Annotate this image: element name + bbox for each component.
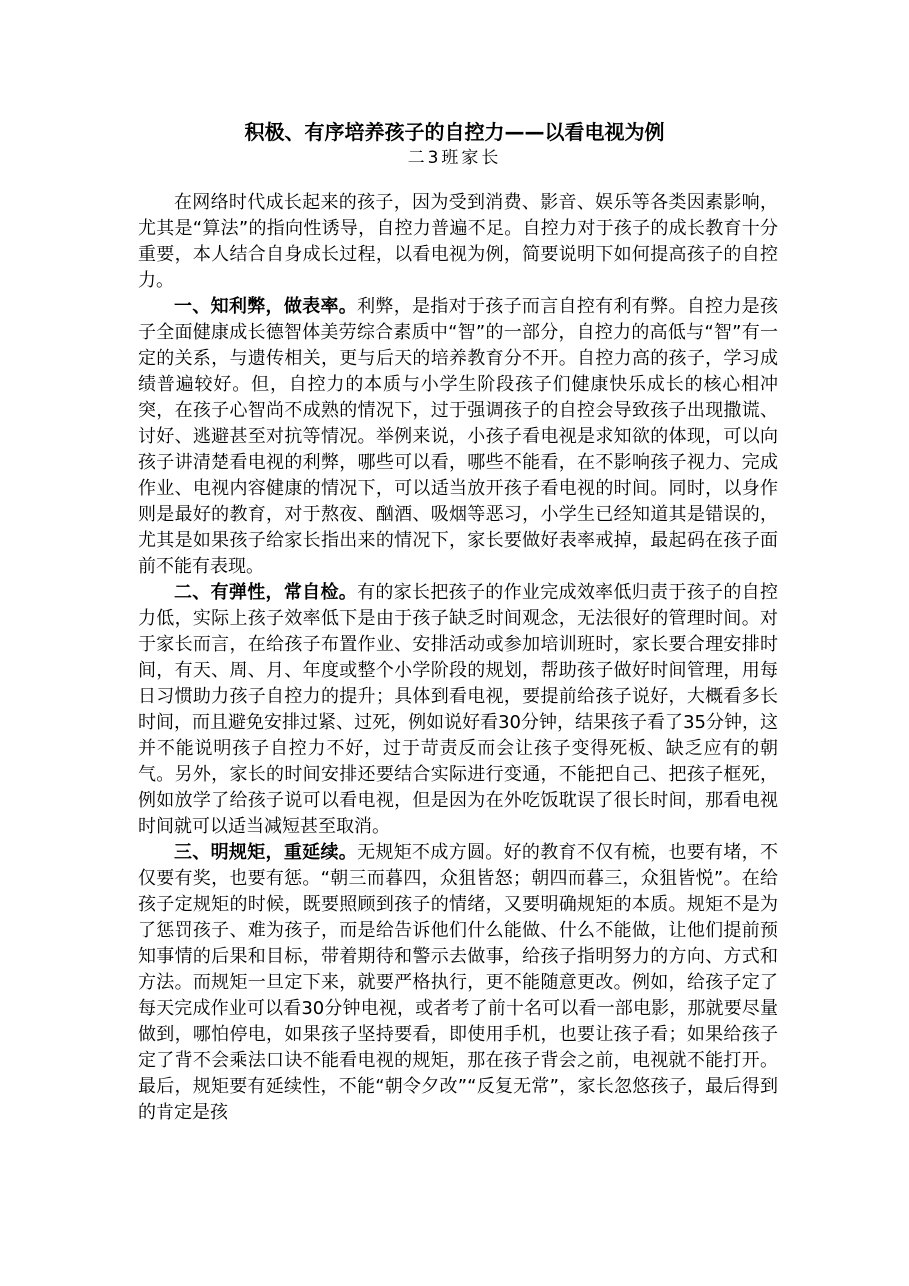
- section-heading: 二、有弹性，常自检。: [174, 582, 358, 603]
- paragraph-section-2: [138, 580, 778, 840]
- paragraph-text: 无规矩不成方圆。好的教育不仅有梳，也要有堵，不仅要有奖，也要有惩。“朝三而暮四，众狙皆怒；朝四而暮三，众狙皆悦”。在给孩子定规矩的时候，既要照顾到孩子的情绪，又要明确规矩的本质。规矩不是为了惩罚孩子、难为孩子，而是给告诉他们什么能做、什么不能做，让他们提前预知事情的后果和目标，带着期待和警示去做事，给孩子指明努力的方向、方式和方法。而规矩一旦定下来，就要严格执行，更不能随意更改。例如，给孩子定了每天完成作业可以看30分钟电视，或者考了前十名可以看一部电影，那就要尽量做到，哪怕停电，如果孩子坚持要看，即使用手机，也要让孩子看；如果给孩子定了背不会乘法口诀不能看电视的规矩，那在孩子背会之前，电视就不能打开。最后，规矩要有延续性，不能“朝令夕改”“反复无常”，家长忽悠孩子，最后得到的肯定是孩: [138, 842, 778, 1123]
- section-heading: 三、明规矩，重延续。: [174, 842, 358, 863]
- document-title: 积极、有序培养孩子的自控力——以看电视为例: [244, 120, 665, 144]
- paragraph-section-3: [138, 840, 778, 1126]
- document-author: 二3班家长: [407, 148, 502, 168]
- section-heading: 一、知利弊，做表率。: [174, 296, 358, 317]
- paragraph-intro: [138, 190, 778, 294]
- paragraph-section-1: [138, 294, 778, 580]
- document-body: [138, 190, 778, 1126]
- paragraph-text: 在网络时代成长起来的孩子，因为受到消费、影音、娱乐等各类因素影响，尤其是“算法”的指向性诱导，自控力普遍不足。自控力对于孩子的成长教育十分重要，本人结合自身成长过程，以看电视为例，简要说明下如何提高孩子的自控力。: [138, 192, 778, 291]
- paragraph-text: 有的家长把孩子的作业完成效率低归责于孩子的自控力低，实际上孩子效率低下是由于孩子缺乏时间观念，无法很好的管理时间。对于家长而言，在给孩子布置作业、安排活动或参加培训班时，家长要合理安排时间，有天、周、月、年度或整个小学阶段的规划，帮助孩子做好时间管理，用每日习惯助力孩子自控力的提升；具体到看电视，要提前给孩子说好，大概看多长时间，而且避免安排过紧、过死，例如说好看30分钟，结果孩子看了35分钟，这并不能说明孩子自控力不好，过于苛责反而会让孩子变得死板、缺乏应有的朝气。另外，家长的时间安排还要结合实际进行变通，不能把自己、把孩子框死，例如放学了给孩子说可以看电视，但是因为在外吃饭耽误了很长时间，那看电视时间就可以适当减短甚至取消。: [138, 582, 778, 837]
- paragraph-text: 利弊，是指对于孩子而言自控有利有弊。自控力是孩子全面健康成长德智体美劳综合素质中“智”的一部分，自控力的高低与“智”有一定的关系，与遗传相关，更与后天的培养教育分不开。自控力高的孩子，学习成绩普遍较好。但，自控力的本质与小学生阶段孩子们健康快乐成长的核心相冲突，在孩子心智尚不成熟的情况下，过于强调孩子的自控会导致孩子出现撒谎、讨好、逃避甚至对抗等情况。举例来说，小孩子看电视是求知欲的体现，可以向孩子讲清楚看电视的利弊，哪些可以看，哪些不能看，在不影响孩子视力、完成作业、电视内容健康的情况下，可以适当放开孩子看电视的时间。同时，以身作则是最好的教育，对于熬夜、酗酒、吸烟等恶习，小学生已经知道其是错误的，尤其是如果孩子给家长指出来的情况下，家长要做好表率戒掉，最起码在孩子面前不能有表现。: [138, 296, 778, 577]
